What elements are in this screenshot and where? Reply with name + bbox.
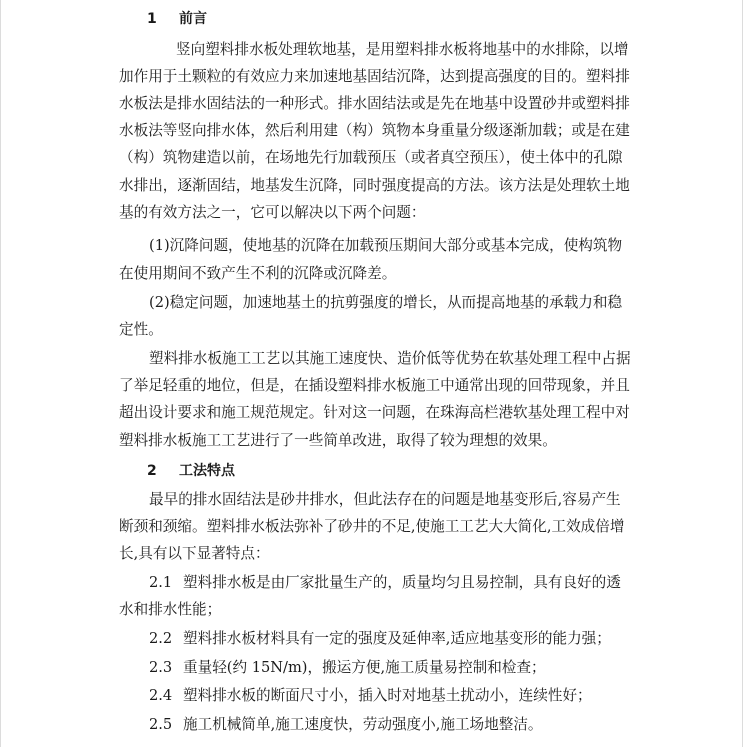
paragraph-line: 超出设计要求和施工规范规定。针对这一问题，在珠海高栏港软基处理工程中对 <box>119 404 630 421</box>
problem-item: (2)稳定问题，加速地基土的抗剪强度的增长，从而提高地基的承载力和稳 <box>149 294 623 311</box>
paragraph-line: 塑料排水板施工工艺以其施工速度快、造价低等优势在软基处理工程中占据 <box>149 350 631 367</box>
list-item-number: 2.1 <box>149 574 173 591</box>
paragraph-line: 基的有效方法之一，它可以解决以下两个问题： <box>119 204 426 221</box>
paragraph-line: 塑料排水板施工工艺进行了一些简单改进，取得了较为理想的效果。 <box>119 432 557 449</box>
list-item-text: 塑料排水板的断面尺寸小，插入时对地基土扰动小，连续性好； <box>183 687 592 704</box>
problem-item: (1)沉降问题，使地基的沉降在加载预压期间大部分或基本完成，使构筑物 <box>149 237 623 254</box>
list-item-number: 2.3 <box>149 659 173 676</box>
paragraph-line: 断颈和颈缩。塑料排水板法弥补了砂井的不足,使施工工艺大大简化,工效成倍增 <box>119 518 625 535</box>
list-item <box>149 715 543 735</box>
list-item <box>149 686 592 706</box>
section-heading-2 <box>147 461 235 481</box>
paragraph-line: 了举足轻重的地位，但是，在插设塑料排水板施工中通常出现的回带现象，并且 <box>119 377 630 394</box>
section-number: 2 <box>147 463 157 479</box>
paragraph-line: 长,具有以下显著特点： <box>119 545 270 562</box>
list-item-continuation: 水和排水性能； <box>119 601 222 618</box>
list-item <box>149 629 611 649</box>
list-item <box>149 658 546 678</box>
paragraph-line: 竖向塑料排水板处理软地基，是用塑料排水板将地基中的水排除，以增 <box>176 41 629 58</box>
section-number: 1 <box>147 11 157 27</box>
list-item <box>149 573 621 593</box>
list-item-number: 2.2 <box>149 630 173 647</box>
paragraph-line: 加作用于土颗粒的有效应力来加速地基固结沉降，达到提高强度的目的。塑料排 <box>119 68 630 85</box>
list-item-text: 塑料排水板是由厂家批量生产的，质量均匀且易控制，具有良好的透 <box>183 574 621 591</box>
paragraph-line: 最早的排水固结法是砂井排水，但此法存在的问题是地基变形后,容易产生 <box>149 491 621 508</box>
list-item-text: 重量轻(约 15N/m)，搬运方便,施工质量易控制和检查； <box>183 659 546 676</box>
paragraph-line: 水板法等竖向排水体，然后利用建（构）筑物本身重量分级逐渐加载；或是在建 <box>119 122 630 139</box>
section-title: 前言 <box>179 11 207 27</box>
list-item-number: 2.4 <box>149 687 173 704</box>
paragraph-line: 水排出，逐渐固结，地基发生沉降，同时强度提高的方法。该方法是处理软土地 <box>119 177 630 194</box>
problem-item: 定性。 <box>119 321 163 338</box>
list-item-text: 塑料排水板材料具有一定的强度及延伸率,适应地基变形的能力强； <box>183 630 611 647</box>
list-item-text: 施工机械简单,施工速度快，劳动强度小,施工场地整洁。 <box>183 716 543 733</box>
paragraph-line: 水板法是排水固结法的一种形式。排水固结法或是先在地基中设置砂井或塑料排 <box>119 95 630 112</box>
section-heading-1 <box>147 9 207 29</box>
section-title: 工法特点 <box>179 463 235 479</box>
list-item-number: 2.5 <box>149 716 173 733</box>
paragraph-line: （构）筑物建造以前，在场地先行加载预压（或者真空预压），使土体中的孔隙 <box>119 149 623 166</box>
problem-item: 在使用期间不致产生不利的沉降或沉降差。 <box>119 265 397 282</box>
